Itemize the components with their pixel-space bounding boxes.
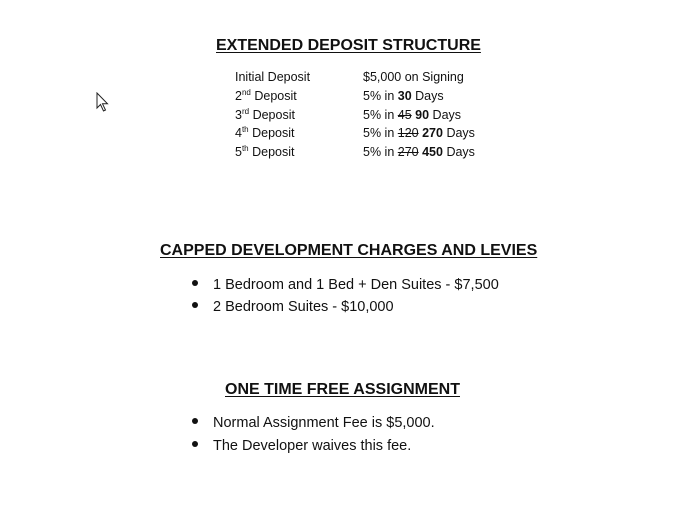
deposit-value: 5% in 45 90 Days: [363, 108, 462, 122]
list-item: Normal Assignment Fee is $5,000.: [192, 415, 435, 431]
deposit-value: 5% in 30 Days: [363, 89, 444, 103]
list-item: 2 Bedroom Suites - $10,000: [192, 299, 394, 315]
list-item: 1 Bedroom and 1 Bed + Den Suites - $7,500: [192, 277, 499, 293]
deposit-value: $5,000 on Signing: [363, 70, 464, 84]
deposit-heading: EXTENDED DEPOSIT STRUCTURE: [216, 37, 481, 54]
deposit-label: 3rd Deposit: [235, 107, 295, 122]
deposit-value: 5% in 270 450 Days: [363, 145, 475, 159]
deposit-label: 2nd Deposit: [235, 88, 297, 103]
deposit-label: 4th Deposit: [235, 125, 295, 140]
deposit-value: 5% in 120 270 Days: [363, 126, 475, 140]
deposit-label: Initial Deposit: [235, 70, 311, 84]
bullet-icon: [192, 280, 198, 286]
bullet-icon: [192, 302, 198, 308]
deposit-label: 5th Deposit: [235, 144, 295, 159]
bullet-icon: [192, 441, 198, 447]
bullet-icon: [192, 418, 198, 424]
assignment-heading: ONE TIME FREE ASSIGNMENT: [225, 381, 460, 398]
mouse-pointer-icon: [96, 92, 110, 117]
list-item: The Developer waives this fee.: [192, 438, 411, 454]
charges-heading: CAPPED DEVELOPMENT CHARGES AND LEVIES: [160, 242, 538, 259]
